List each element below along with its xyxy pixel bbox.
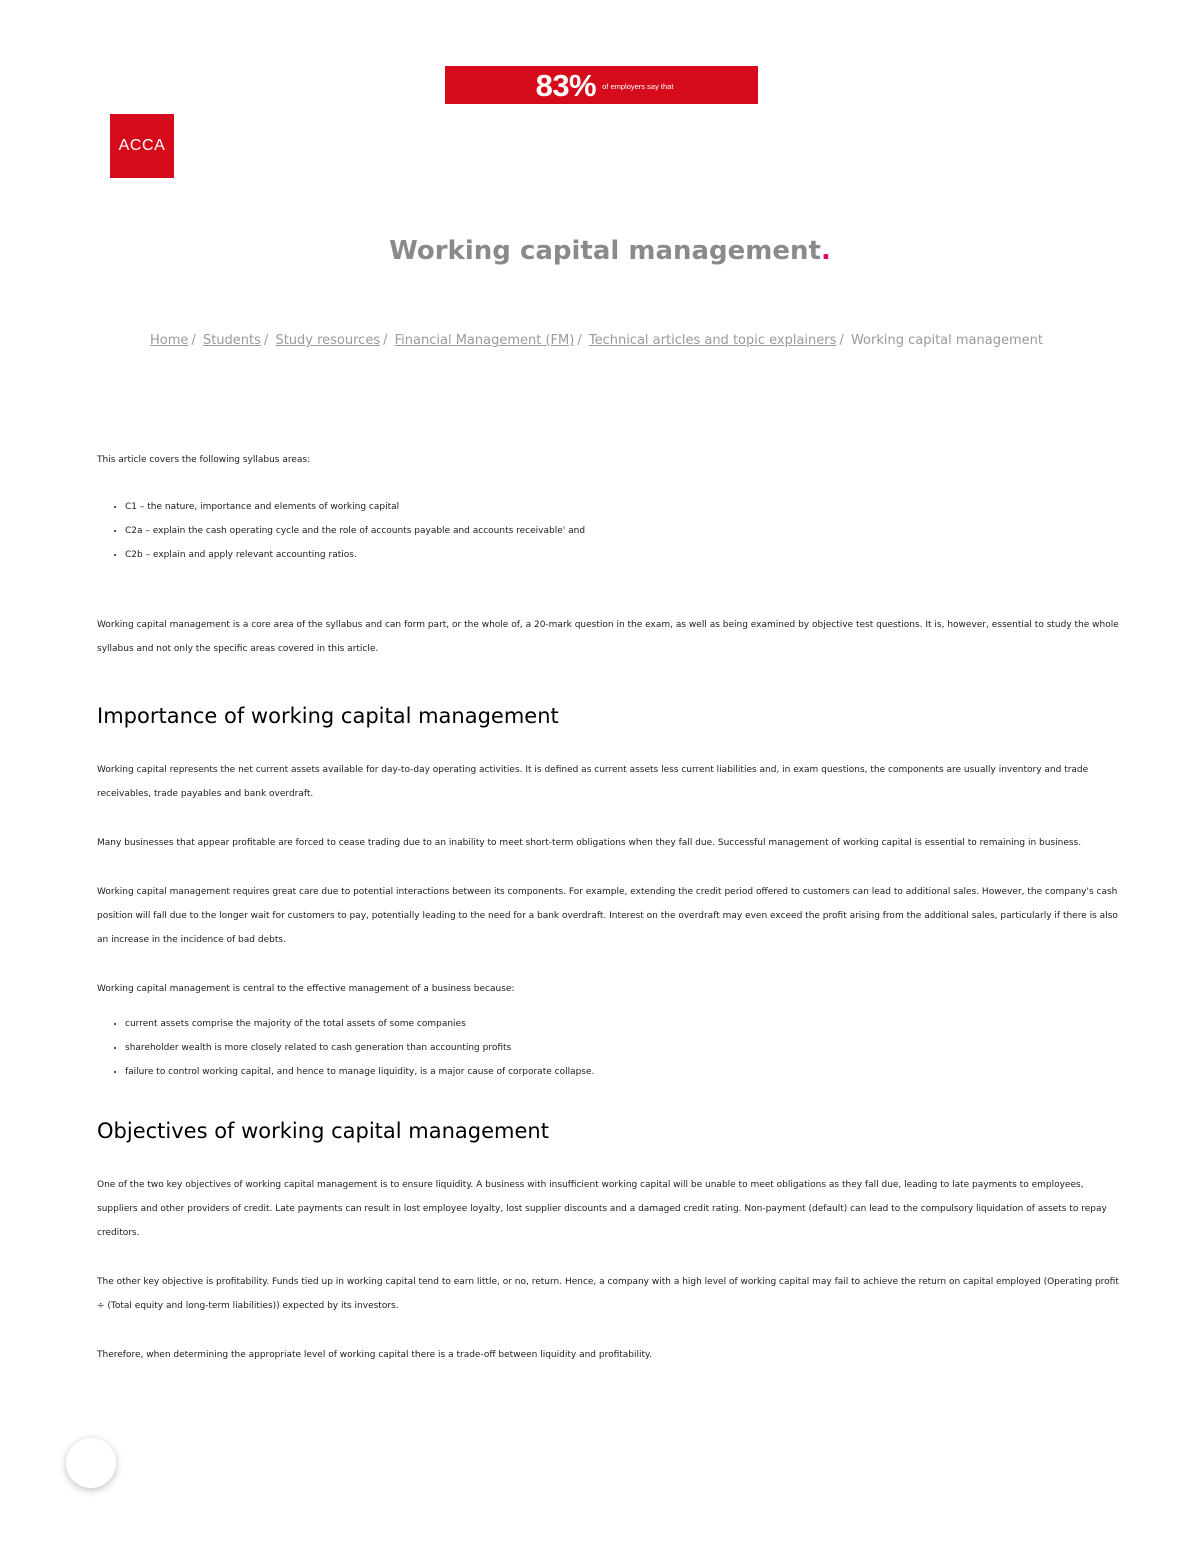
promo-banner[interactable] xyxy=(445,66,758,104)
breadcrumb xyxy=(0,333,1193,348)
paragraph: Working capital represents the net current assets available for day-to-day operating activities. It is defined as current assets less current liabilities and, in exam questions, the components are usually inventory and trade receivables, trade payables and bank overdraft. xyxy=(97,765,1089,799)
breadcrumb-current: Working capital management xyxy=(850,333,1043,348)
banner-text: of employers say that xyxy=(602,82,674,91)
paragraph: One of the two key objectives of working capital management is to ensure liquidity. A business with insufficient working capital will be unable to meet obligations as they fall due, leading to late payments to employees, suppliers and other providers of credit. Late payments can result in lost employee loyalty, lost supplier discounts and a damaged credit rating. Non-payment (default) can lead to the compulsory liquidation of assets to repay creditors. xyxy=(97,1180,1107,1238)
importance-heading: Importance of working capital management xyxy=(97,704,559,728)
breadcrumb-technical-articles[interactable]: Technical articles and topic explainers xyxy=(588,333,837,348)
page-title-dot: . xyxy=(820,236,831,266)
list-item: • C1 – the nature, importance and elements of working capital xyxy=(125,497,1121,517)
breadcrumb-separator: / xyxy=(839,333,844,348)
article-overview: Working capital management is a core area of the syllabus and can form part, or the whole of, a 20-mark question in the exam, as well as being examined by objective test questions. It is, however, essential to study the whole syllabus and not only the specific areas covered in this article. xyxy=(97,620,1119,654)
reasons-list xyxy=(97,1014,1121,1082)
paragraph: Many businesses that appear profitable are forced to cease trading due to an inability to meet short-term obligations when they fall due. Successful management of working capital is essential to remaining in business. xyxy=(97,838,1082,848)
article-intro: This article covers the following syllabus areas: xyxy=(97,455,311,465)
list-item: • C2b – explain and apply relevant accounting ratios. xyxy=(125,545,1121,565)
list-item: • failure to control working capital, and hence to manage liquidity, is a major cause of corporate collapse. xyxy=(125,1062,1121,1082)
acca-logo[interactable]: ACCA xyxy=(110,114,174,178)
chat-button[interactable] xyxy=(66,1438,116,1488)
page-title xyxy=(0,236,1200,266)
banner-statistic: 83% xyxy=(535,67,597,103)
paragraph: Working capital management requires great care due to potential interactions between its components. For example, extending the credit period offered to customers can lead to additional sales. However, the company's cash position will fall due to the longer wait for customers to pay, potentially leading to the need for a bank overdraft. Interest on the overdraft may even exceed the profit arising from the additional sales, particularly if there is also an increase in the incidence of bad debts. xyxy=(97,887,1118,945)
list-item: • C2a – explain the cash operating cycle and the role of accounts payable and accounts receivable' and xyxy=(125,521,1121,541)
paragraph: The other key objective is profitability. Funds tied up in working capital tend to earn little, or no, return. Hence, a company with a high level of working capital may fail to achieve the return on capital employed (Operating profit ÷ (Total equity and long-term liabilities)) expected by its investors. xyxy=(97,1277,1119,1311)
breadcrumb-separator: / xyxy=(263,333,269,348)
paragraph: Therefore, when determining the appropriate level of working capital there is a trade-off between liquidity and profitability. xyxy=(97,1350,652,1360)
breadcrumb-separator: / xyxy=(191,333,196,348)
objectives-heading: Objectives of working capital management xyxy=(97,1119,549,1143)
breadcrumb-students[interactable]: Students xyxy=(202,333,261,348)
breadcrumb-separator: / xyxy=(577,333,582,348)
list-item: • current assets comprise the majority of the total assets of some companies xyxy=(125,1014,1121,1034)
breadcrumb-study-resources[interactable]: Study resources xyxy=(275,333,381,348)
breadcrumb-separator: / xyxy=(383,333,388,348)
article-body xyxy=(97,448,1121,1392)
paragraph: Working capital management is central to the effective management of a business because: xyxy=(97,984,515,994)
syllabus-list xyxy=(97,497,1121,565)
list-item: • shareholder wealth is more closely related to cash generation than accounting profits xyxy=(125,1038,1121,1058)
page-title-text: Working capital management xyxy=(389,236,821,266)
breadcrumb-home[interactable]: Home xyxy=(150,333,189,348)
breadcrumb-financial-management[interactable]: Financial Management (FM) xyxy=(394,333,575,348)
